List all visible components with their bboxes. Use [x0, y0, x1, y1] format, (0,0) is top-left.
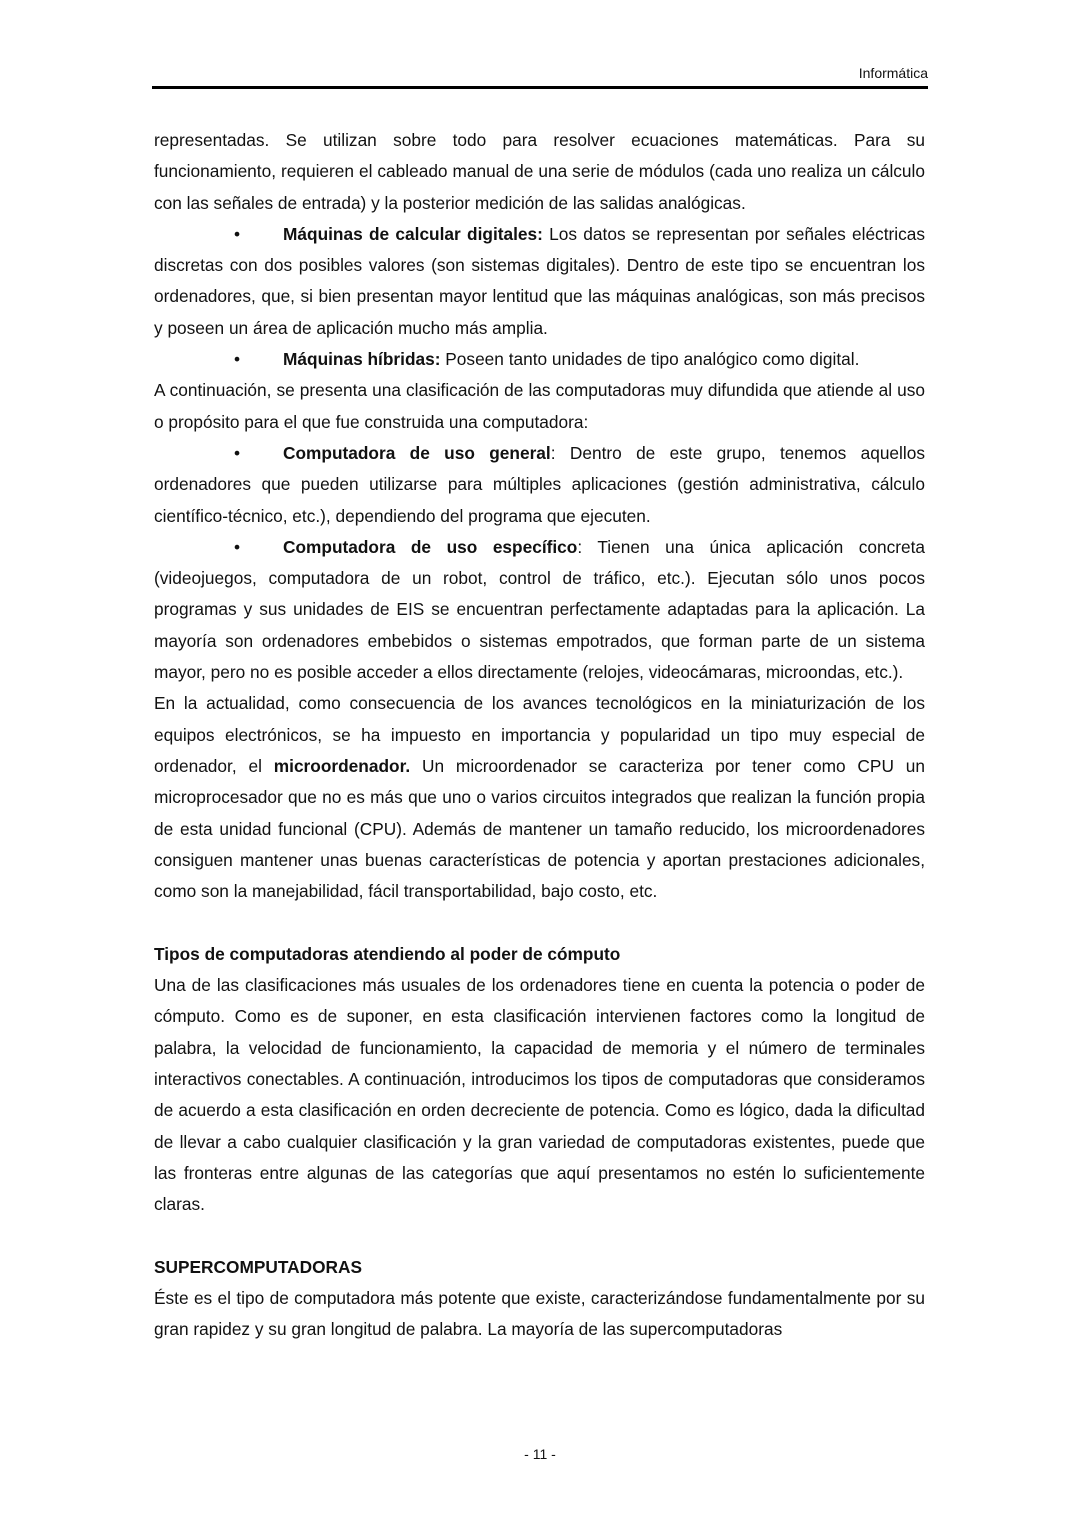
section-heading: Tipos de computadoras atendiendo al poder de cómputo [154, 943, 621, 964]
page-header [152, 64, 928, 89]
bullet-item [154, 344, 925, 375]
header-title: Informática [858, 65, 928, 81]
section-heading: SUPERCOMPUTADORAS [154, 1256, 363, 1277]
spacer [154, 907, 925, 938]
bullet-text: Poseen tanto unidades de tipo analógico como digital. [440, 349, 860, 370]
bullet-item [154, 219, 925, 344]
bullet-term: Máquinas híbridas: [283, 349, 441, 370]
bullet-text: : Dentro de este grupo, tenemos aquellos ordenadores que pueden utilizarse para múltiples aplicaciones (gestión administrativa, cálculo científico-técnico, etc.), dependiendo del programa que ejecuten. [154, 442, 925, 526]
bullet-text: : Tienen una única aplicación concreta (videojuegos, computadora de un robot, control de tráfico, etc.). Ejecutan sólo unos pocos programas y sus unidades de EIS se encuentran perfectamente adaptadas para la aplicación. La mayoría son ordenadores embebidos o sistemas empotrados, que forman parte de un sistema mayor, pero no es posible acceder a ellos directamente (relojes, videocámaras, microondas, etc.). [154, 536, 925, 683]
spacer [154, 1220, 925, 1251]
bullet-term: Máquinas de calcular digitales: [283, 223, 543, 244]
paragraph-text: En la actualidad, como consecuencia de los avances tecnológicos en la miniaturización de los equipos electrónicos, se ha impuesto en importancia y popularidad un tipo muy especial de ordenador, el [154, 693, 925, 776]
bullet-text: Los datos se representan por señales eléctricas discretas con dos posibles valores (son sistemas digitales). Dentro de este tipo se encuentran los ordenadores, que, si bien presentan mayor lentitud que las máquinas analógicas, son más precisos y poseen un área de aplicación mucho más amplia. [154, 223, 925, 338]
paragraph-text: Un microordenador se caracteriza por tener como CPU un microprocesador que no es más que uno o varios circuitos integrados que realizan la función propia de esta unidad funcional (CPU). Además de mantener un tamaño reducido, los microordenadores consiguen mantener unas buenas características de potencia y aportan prestaciones adicionales, como son la manejabilidad, fácil transportabilidad, bajo costo, etc. [154, 755, 925, 902]
document-body [154, 125, 925, 1346]
paragraph: Una de las clasificaciones más usuales de los ordenadores tiene en cuenta la potencia o poder de cómputo. Como es de suponer, en esta clasificación intervienen factores como la longitud de palabra, la velocidad de funcionamiento, la capacidad de memoria y el número de terminales interactivos conectables. A continuación, introducimos los tipos de computadoras que consideramos de acuerdo a esta clasificación en orden decreciente de potencia. Como es lógico, dada la dificultad de llevar a cabo cualquier clasificación y la gran variedad de computadoras existentes, puede que las fronteras entre algunas de las categorías que aquí presentamos no estén lo suficientemente claras. [154, 975, 925, 1215]
page-footer [0, 1444, 1080, 1464]
bullet-icon: • [234, 223, 241, 244]
page-number: - 11 - [524, 1446, 556, 1462]
bullet-term: Computadora de uso general [283, 442, 551, 463]
bullet-icon: • [234, 442, 241, 463]
bullet-item [154, 532, 925, 688]
bullet-icon: • [234, 536, 241, 557]
bullet-term: Computadora de uso específico [283, 536, 578, 557]
paragraph: representadas. Se utilizan sobre todo para resolver ecuaciones matemáticas. Para su funcionamiento, requieren el cableado manual de una serie de módulos (cada uno realiza un cálculo con las señales de entrada) y la posterior medición de las salidas analógicas. [154, 130, 925, 213]
bullet-item [154, 438, 925, 532]
bold-term: microordenador. [273, 755, 411, 776]
paragraph: Éste es el tipo de computadora más potente que existe, caracterizándose fundamentalmente por su gran rapidez y su gran longitud de palabra. La mayoría de las supercomputadoras [154, 1287, 925, 1340]
bullet-icon: • [234, 349, 241, 370]
paragraph: A continuación, se presenta una clasificación de las computadoras muy difundida que atiende al uso o propósito para el que fue construida una computadora: [154, 380, 925, 432]
paragraph [154, 688, 925, 907]
